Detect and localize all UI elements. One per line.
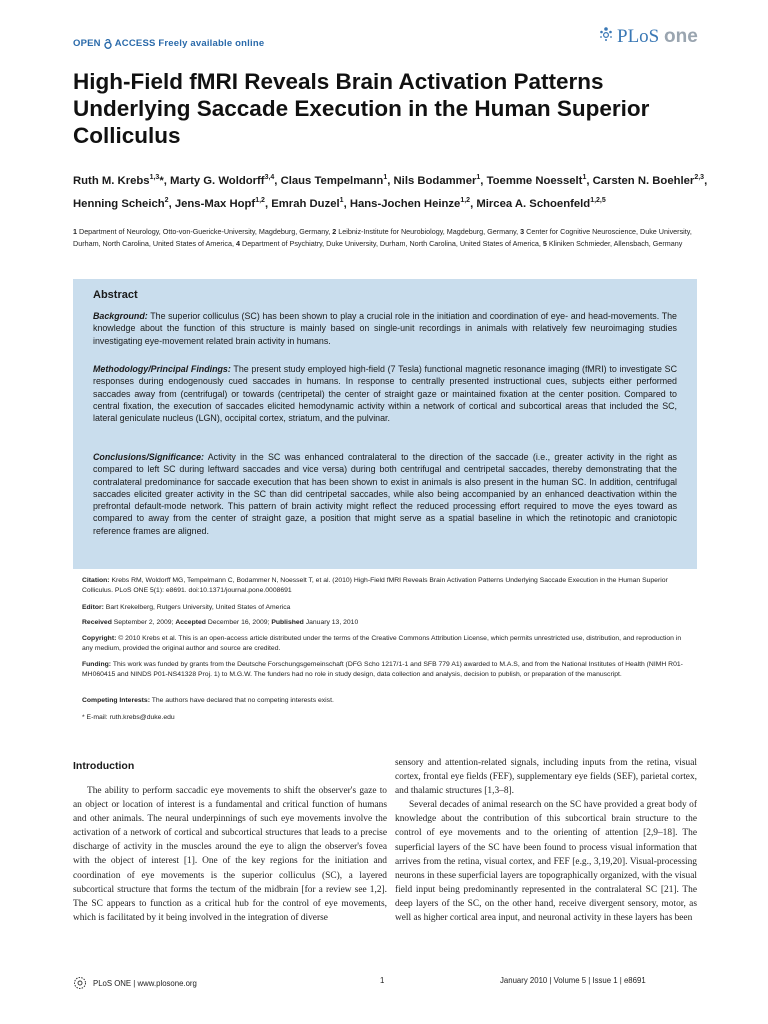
open-access-suffix: ACCESS Freely available online <box>114 38 265 49</box>
author-list: Ruth M. Krebs$^{1,3}$*, Marty G. Woldorff$^{3,4}$, Claus Tempelmann$^1$, Nils Bodammer$^1$, Toemme Noesselt$^1$, Carsten N. Boehler$^{2,3}$, Henning Scheich$^2$, Jens-Max Hopf$^{1,2}$, Emrah Duzel$^1$, Hans-Jochen Heinze$^{1,2}$, Mircea A. Schoenfeld$^{1,2,5}$ <box>73 174 708 210</box>
open-access-prefix: OPEN <box>73 38 101 49</box>
author-affiliation-marker: 1,3 <box>149 174 160 181</box>
abstract-conclusions: Conclusions/Significance: Activity in the SC was enhanced contralateral to the direction of the saccade (i.e., greater activity in the right as compared to left SC during leftward saccades and vice versa) during both centrifugal and centripetal saccades, thereby demonstrating that the contralateral predominance for saccade execution that has been shown to exist in animals is also present in the human SC. In addition, centrifugal saccades elicited greater activity in the SC than did centripetal saccades, while also being accompanied by an enhanced deactivation within the prefrontal default-mode network. This pattern of brain activity might reflect the reduced processing effort required to move the eyes toward as compared to away from the center of straight gaze, a position that might serve as a spatial baseline in which the retinotopic and craniotopic reference frames are aligned. <box>93 452 677 536</box>
open-lock-icon <box>104 39 112 49</box>
journal-name: PLoS one <box>617 26 698 47</box>
affiliation-text: Leibniz-Institute for Neurobiology, Magdeburg, Germany, <box>336 227 521 236</box>
copyright: Copyright: © 2010 Krebs et al. This is an open-access article distributed under the terms of the Creative Commons Attribution License, which permits unrestricted use, distribution, and reproduction in any medium, provided the original author and source are credited. <box>82 635 682 652</box>
plos-logo-icon <box>598 26 614 46</box>
footer-issue-info: January 2010 | Volume 5 | Issue 1 | e8691 <box>500 976 646 985</box>
author-affiliation-marker: 1,2 <box>460 196 471 204</box>
author-affiliation-marker: 1,2 <box>255 196 265 204</box>
body-column-right <box>395 756 697 925</box>
funding: Funding: This work was funded by grants from the Deutsche Forschungsgemeinschaft (DFG Scho 1217/1-1 and SFB 779 A1) awarded to M.A.S, and from the National Institutes of Health (NIMH R01-MH060415 and NINDS P01-NS41328 Proj. 1) to M.G.W. The funders had no role in study design, data collection and analysis, decision to publish, or preparation of the manuscript. <box>82 661 683 678</box>
author-name: Jens-Max Hopf <box>174 197 256 210</box>
affiliation-text: Department of Neurology, Otto-von-Guericke-University, Magdeburg, Germany, <box>77 227 333 236</box>
author-name: Mircea A. Schoenfeld <box>476 197 591 210</box>
dates: Received September 2, 2009; Accepted December 16, 2009; Published January 13, 2010 <box>82 619 359 626</box>
author-affiliation-marker: 1 <box>476 174 481 181</box>
paper-title: High-Field fMRI Reveals Brain Activation Patterns Underlying Saccade Execution in the Human Superior Colliculus <box>73 69 650 148</box>
author-name: Marty G. Woldorff <box>170 174 265 187</box>
corresponding-email: * E-mail: ruth.krebs@duke.edu <box>82 714 175 721</box>
page-number: 1 <box>380 976 385 985</box>
abstract-heading: Abstract <box>93 289 138 301</box>
author-name: Ruth M. Krebs <box>73 174 150 187</box>
affiliations <box>73 226 701 250</box>
competing-interests: Competing Interests: The authors have declared that no competing interests exist. <box>82 697 334 704</box>
affiliation-number: 2 <box>332 227 337 236</box>
footer-journal <box>73 976 197 990</box>
author-affiliation-marker: 1,2,5 <box>590 196 606 204</box>
affiliation-text: Center for Cognitive Neuroscience, Duke University, Durham, North Carolina, United States of America, <box>73 227 692 248</box>
plos-footer-logo-icon <box>73 976 87 990</box>
affiliation-number: 1 <box>73 227 77 236</box>
author-name: Hans-Jochen Heinze <box>349 197 461 210</box>
footer-journal-text[interactable]: PLoS ONE | www.plosone.org <box>93 978 197 988</box>
affiliation-text: Kliniken Schmieder, Allensbach, Germany <box>546 239 683 248</box>
body-column-left <box>73 784 387 925</box>
author-name: Toemme Noesselt <box>486 174 583 187</box>
author-name: Henning Scheich <box>73 197 165 210</box>
citation: Citation: Krebs RM, Woldorff MG, Tempelmann C, Bodammer N, Noesselt T, et al. (2010) High-Field fMRI Reveals Brain Activation Patterns Underlying Saccade Execution in the Human Superior Colliculus. PLoS ONE 5(1): e8691. doi:10.1371/journal.pone.0008691 <box>82 577 668 594</box>
intro-paragraph-1-cont: sensory and attention-related signals, including inputs from the retina, visual cortex, frontal eye fields (FEF), supplementary eye fields (SEF), parietal cortex, and thalamic structures [1,3–8]. <box>395 758 697 797</box>
author-name: Claus Tempelmann <box>280 174 384 187</box>
abstract-background: Background: The superior colliculus (SC) has been shown to play a crucial role in the initiation and coordination of eye- and head-movements. The knowledge about the function of this structure is mainly based on single-unit recordings in animals with relatively few neuroimaging studies investigating eye-movement related brain activity in humans. <box>93 311 677 346</box>
abstract-methods: Methodology/Principal Findings: The present study employed high-field (7 Tesla) functional magnetic resonance imaging (fMRI) to investigate SC responses during endogenously cued saccades in humans. In response to centrally presented instructional cues, subjects either performed saccades away from (centrifugal) or towards (centripetal) the center of straight gaze or maintained fixation at the center position. Compared to central fixation, the execution of saccades elicited hemodynamic activity within a network of cortical and subcortical areas that included the SC, lateral geniculate nucleus (LGN), occipital cortex, striatum, and the pulvinar. <box>93 364 677 424</box>
intro-paragraph-2: Several decades of animal research on the SC have provided a great body of knowledge about the contribution of this subcortical brain structure to the control of eye movements and to the orienting of attention [2,9–18]. The superficial layers of the SC have been found to process visual information that arrives from the retina, visual cortex, and FEF [e.g., 3,19,20]. Visual-processing neurons in these superficial layers are topographically organized, with the visual field input being predominantly represented in the contralateral SC [21]. The deep layers of the SC, on the other hand, receive divergent sensory, motor, as well as higher cortical area input, and neuronal activity in these layers has been <box>395 800 697 924</box>
introduction-heading: Introduction <box>73 760 135 772</box>
affiliation-number: 5 <box>542 239 547 248</box>
author-name: Carsten N. Boehler <box>592 174 695 187</box>
open-access-banner <box>73 38 264 49</box>
author-affiliation-marker: 2 <box>164 196 169 204</box>
author-name: Nils Bodammer <box>393 174 477 187</box>
affiliation-number: 3 <box>520 227 525 236</box>
intro-paragraph-1: The ability to perform saccadic eye movements to shift the observer's gaze to an object or location of interest is a fundamental and critical function of humans and other animals. The neural underpinnings of such eye movements involve the activation of a network of cortical and subcortical structures that leads to a precise discharge of activity in the muscles around the eye to align the observer's fovea with the object of interest [1]. One of the key regions for the initiation and coordination of eye movements is the superior colliculus (SC), a layered subcortical structure that forms the tectum of the midbrain [for a review see 1,2]. The SC appears to function as a critical hub for the control of eye movements, which is facilitated by it being involved in the integration of diverse <box>73 786 387 923</box>
affiliation-number: 4 <box>236 239 240 248</box>
author-affiliation-marker: 1 <box>339 196 344 204</box>
author-affiliation-marker: 3,4 <box>264 174 275 181</box>
author-affiliation-marker: 1 <box>582 174 587 181</box>
author-name: Emrah Duzel <box>271 197 340 210</box>
affiliation-text: Department of Psychiatry, Duke University, Durham, North Carolina, United States of America, <box>240 239 543 248</box>
author-affiliation-marker: 1 <box>383 174 388 181</box>
editor: Editor: Bart Krekelberg, Rutgers University, United States of America <box>82 604 291 611</box>
author-affiliation-marker: 2,3 <box>694 174 705 181</box>
journal-logo[interactable] <box>598 26 698 46</box>
